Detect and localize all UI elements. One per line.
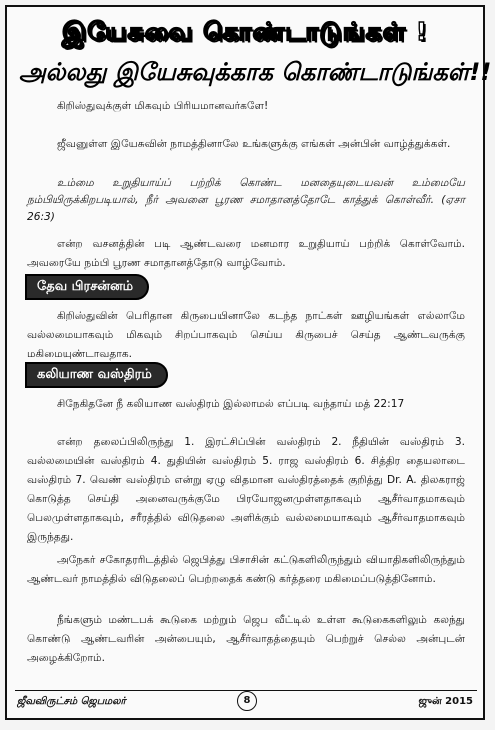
greeting-line-2: ஜீவனுள்ள இயேசுவின் நாமத்தினாலே உங்களுக்கு எங்கள் அன்பின் வாழ்த்துக்கள். — [57, 138, 451, 150]
title-line-2: அல்லது இயேசுவுக்காக கொண்டாடுங்கள்!! — [19, 58, 492, 86]
issue-date: ஜுன் 2015 — [418, 696, 473, 707]
verse-response: என்ற வசனத்தின் படி ஆண்டவரை மனமார உறுதியாய் பற்றிக் கொள்வோம். அவரையே நம்பி பூரண சமாதானத்தோடு வாழ்வோம். — [27, 238, 465, 269]
section-heading-divine-presence: தேவ பிரசன்னம் — [25, 274, 149, 300]
section2-para3: நீங்களும் மண்டபக் கூடுகை மற்றும் ஜெப வீட்டில் உள்ள கூடுகைகளிலும் கலந்து கொண்டு ஆண்டவரின் அன்பையும், ஆசீர்வாதத்தையும் பெற்றுச் செல்ல அன்புடன் அழைக்கிறோம். — [27, 614, 465, 664]
greeting-line-1: கிறிஸ்துவுக்குள் மிகவும் பிரியமானவர்களே! — [57, 100, 269, 112]
document-page — [5, 5, 492, 720]
page-footer — [15, 690, 477, 713]
verse-text: உம்மை உறுதியாய்ப் பற்றிக் கொண்ட மனதையுடையவன் உம்மையே நம்பியிருக்கிறபடியால், நீர் அவனை பூரண சமாதானத்தோடே காத்துக் கொள்வீர். (ஏசா 26:3) — [27, 177, 465, 223]
section2-para2: அநேகர் சகோதரரிடத்தில் ஜெபித்து பிசாசின் கட்டுகளிலிருந்தும் வியாதிகளிலிருந்தும் ஆண்டவர் நாமத்தில் விடுதலைப் பெற்றதைக் கண்டு கர்த்தரை மகிமைப்படுத்தினோம். — [27, 554, 465, 585]
publication-name: ஜீவவிருட்சம் ஜெபமலர் — [17, 696, 126, 707]
title-line-1: இயேசுவை கொண்டாடுங்கள் ! — [61, 17, 429, 46]
section-heading-wedding-garment: கலியாண வஸ்திரம் — [25, 362, 168, 388]
section2-lead: சிநேகிதனே நீ கலியாண வஸ்திரம் இல்லாமல் எப்படி வந்தாய் மத் 22:17 — [57, 398, 405, 410]
section2-para1: என்ற தலைப்பிலிருந்து 1. இரட்சிப்பின் வஸ்திரம் 2. நீதியின் வஸ்திரம் 3. வல்லமையின் வஸ்திரம் 4. துதியின் வஸ்திரம் 5. ராஜ வஸ்திரம் 6. சித்திர தையலாடை வஸ்திரம் 7. வெண் வஸ்திரம் என்று ஏழு விதமான வஸ்திரத்தைக் குறித்து Dr. A. திலகராஜ் கொடுத்த செய்தி அனைவருக்குமே பிரயோஜனமுள்ளதாகவும் ஆசீர்வாதமாகவும் பெலமுள்ளதாகவும், சரீரத்தில் விடுதலை அளிக்கும் வல்லமையாகவும் ஆசீர்வாதமாகவும் இருந்தது. — [27, 436, 465, 543]
title-banner — [19, 17, 492, 89]
page-number: 8 — [237, 691, 257, 711]
section1-text: கிறிஸ்துவின் பெரிதான கிருபையினாலே கடந்த நாட்கள் ஊழியங்கள் எல்லாமே வல்லமையாகவும் மிகவும் சிறப்பாகவும் செய்ய கிருபைச் செய்த ஆண்டவருக்கு மகிமையுண்டாவதாக. — [27, 310, 465, 360]
